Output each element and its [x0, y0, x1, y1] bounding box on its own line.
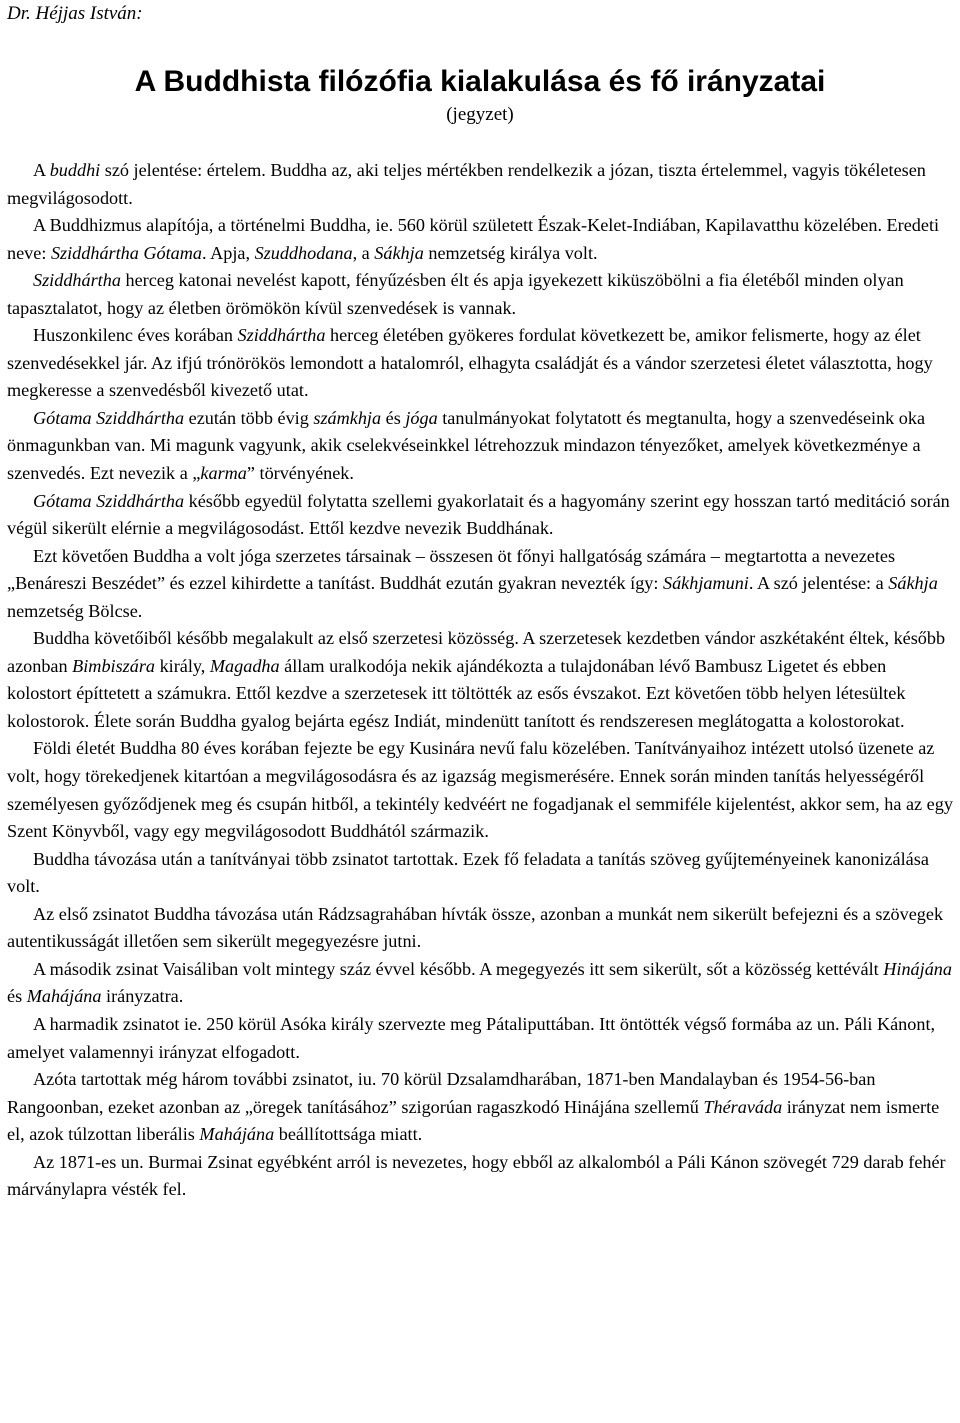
- italic-text: Szuddhodana: [254, 242, 353, 263]
- paragraph: [7, 488, 953, 543]
- paragraph-text: herceg katonai nevelést kapott, fényűzésben élt és apja igyekezett kiküszöbölni a fia életéből minden olyan tapasztalatot, hogy az életben örömökön kívül szenvedések is vannak.: [7, 270, 904, 318]
- document-body: [7, 157, 953, 1204]
- paragraph-text: irányzat nem ismerte el, azok túlzottan liberális: [7, 1096, 940, 1145]
- paragraph-text: A Buddhizmus alapítója, a történelmi Buddha, ie. 560 körül született Észak-Kelet-Indiában, Kapilavatthu közelében. Eredeti neve:: [7, 215, 940, 263]
- paragraph-text: szó jelentése: értelem. Buddha az, aki teljes mértékben rendelkezik a józan, tiszta értelemmel, vagyis tökéletesen megvilágosodott.: [7, 160, 926, 208]
- paragraph: [7, 405, 953, 488]
- italic-text: Mahájána: [26, 986, 102, 1007]
- paragraph-text: Földi életét Buddha 80 éves korában fejezte be egy Kusinára nevű falu közelében. Tanítványaihoz intézett utolsó üzenete az volt, hogy törekedjenek kitartóan a megvilágosodásra és az igazság megismerésére. Ennek során minden tanítás helyességéről személyesen győződjenek meg és csupán hitből, a tekintély kedvéért ne fogadjanak el semmiféle kijelentést, akkor sem, ha az egy Szent Könyvből, vagy egy megvilágosodott Buddhától származik.: [7, 738, 953, 842]
- paragraph-text: irányzatra.: [101, 986, 184, 1007]
- paragraph-text: A harmadik zsinatot ie. 250 körül Asóka király szervezte meg Pátaliputtában. Itt öntötték végső formába az un. Páli Kánont, amelyet valamennyi irányzat elfogadott.: [7, 1013, 936, 1062]
- document-title: A Buddhista filózófia kialakulása és fő irányzatai: [134, 65, 826, 98]
- paragraph-text: és: [7, 986, 27, 1007]
- italic-text: Sákhja: [888, 573, 938, 594]
- paragraph: [7, 956, 953, 1011]
- italic-text: jóga: [405, 407, 438, 428]
- italic-text: karma: [200, 463, 247, 484]
- italic-text: Sziddhártha: [237, 325, 326, 346]
- paragraph: [7, 157, 953, 212]
- paragraph: [7, 1066, 953, 1149]
- italic-text: Sziddhártha Gótama: [50, 242, 203, 263]
- paragraph-text: nemzetség Bölcse.: [7, 600, 143, 621]
- italic-text: Sákhja: [374, 242, 424, 263]
- italic-text: Gótama Sziddhártha: [33, 490, 185, 511]
- paragraph: [7, 901, 953, 956]
- paragraph-text: állam uralkodója nekik ajándékozta a tulajdonában lévő Bambusz Ligetet és ebben kolostort építtetett a számukra. Ettől kezdve a szerzetesek itt töltötték az esős évszakot. Ezt követően több helyen létesültek kolostorok. Élete során Buddha gyalog bejárta egész Indiát, mindenütt tanított és rendszeresen meglátogatta a kolostorokat.: [7, 655, 906, 731]
- paragraph-text: tanulmányokat folytatott és megtanulta, hogy a szenvedéseink oka önmagunkban van. Mi magunk vagyunk, akik cselekvéseinkkel létrehozzuk mindazon tényezőket, amelyek következménye a szenvedés. Ezt nevezik a „: [7, 407, 926, 484]
- paragraph: [7, 212, 953, 267]
- paragraph-text: ezután több évig: [184, 407, 314, 428]
- paragraph: [7, 625, 953, 735]
- paragraph: [7, 543, 953, 626]
- paragraph-text: beállítottsága miatt.: [274, 1124, 423, 1145]
- paragraph-text: Buddha követőiből később megalakult az első szerzetesi közösség. A szerzetesek kezdetben vándor aszkétaként éltek, később azonban: [7, 628, 946, 676]
- document-subtitle: (jegyzet): [446, 104, 514, 125]
- paragraph-text: A: [33, 160, 50, 180]
- paragraph-text: . Apja,: [202, 242, 255, 263]
- paragraph: [7, 735, 953, 845]
- paragraph-text: Az első zsinatot Buddha távozása után Rádzsagrahában hívták össze, azonban a munkát nem sikerült befejezni és a szövegek autentikusságát illetően sem sikerült megegyezésre jutni.: [7, 903, 944, 952]
- paragraph: [7, 846, 953, 901]
- paragraph-text: A második zsinat Vaisáliban volt mintegy száz évvel később. A megegyezés itt sem sikerült, sőt a közösség kettévált: [33, 958, 884, 979]
- paragraph-text: Ezt követően Buddha a volt jóga szerzetes társainak – összesen öt főnyi hallgatóság számára – megtartotta a nevezetes „Benáreszi Beszédet” és ezzel kihirdette a tanítást. Buddhát ezután gyakran nevezték így:: [7, 545, 896, 594]
- italic-text: Bimbiszára: [72, 655, 156, 676]
- italic-text: Magadha: [209, 655, 280, 676]
- italic-text: Théraváda: [703, 1096, 783, 1117]
- paragraph: [7, 267, 953, 322]
- italic-text: Gótama Sziddhártha: [33, 407, 185, 428]
- italic-text: buddhi: [49, 160, 101, 180]
- paragraph-text: nemzetség királya volt.: [423, 242, 598, 263]
- paragraph-text: később egyedül folytatta szellemi gyakorlatait és a hagyomány szerint egy hosszan tartó meditáció során végül sikerült elérnie a megvilágosodást. Ettől kezdve nevezik Buddhának.: [7, 490, 950, 539]
- paragraph: [7, 1011, 953, 1066]
- paragraph-text: Huszonkilenc éves korában: [33, 325, 238, 346]
- italic-text: számkhja: [313, 407, 382, 428]
- italic-text: Mahájána: [199, 1124, 275, 1145]
- paragraph-text: . A szó jelentése: a: [748, 573, 889, 594]
- paragraph-text: Az 1871-es un. Burmai Zsinat egyébként arról is nevezetes, hogy ebből az alkalomból a Páli Kánon szövegét 729 darab fehér márványlapra vésték fel.: [7, 1151, 946, 1200]
- paragraph-text: herceg életében gyökeres fordulat következett be, amikor felismerte, hogy az élet szenvedésekkel jár. Az ifjú trónörökös lemondott a hatalomról, elhagyta családját és a vándor szerzetesi életet választotta, hogy megkeresse a szenvedésből kivezető utat.: [7, 325, 933, 401]
- italic-text: Hinájána: [883, 958, 952, 979]
- paragraph: [7, 1149, 953, 1204]
- italic-text: Sákhjamuni: [662, 573, 749, 594]
- paragraph: [7, 322, 953, 405]
- italic-text: Sziddhártha: [33, 270, 121, 291]
- author-line: Dr. Héjjas István:: [7, 3, 143, 24]
- paragraph-text: ” törvényének.: [246, 463, 354, 484]
- paragraph-text: király,: [155, 655, 210, 676]
- paragraph-text: , a: [352, 242, 375, 263]
- paragraph-text: Buddha távozása után a tanítványai több zsinatot tartottak. Ezek fő feladata a tanítás szöveg gyűjteményeinek kanonizálása volt.: [7, 848, 929, 897]
- paragraph-text: és: [381, 407, 406, 428]
- paragraph-text: Azóta tartottak még három további zsinatot, iu. 70 körül Dzsalamdharában, 1871-ben Mandalayban és 1954-56-ban Rangoonban, ezeket azonban az „öregek tanításához” szigorúan ragaszkodó Hinájána szellemű: [7, 1069, 876, 1117]
